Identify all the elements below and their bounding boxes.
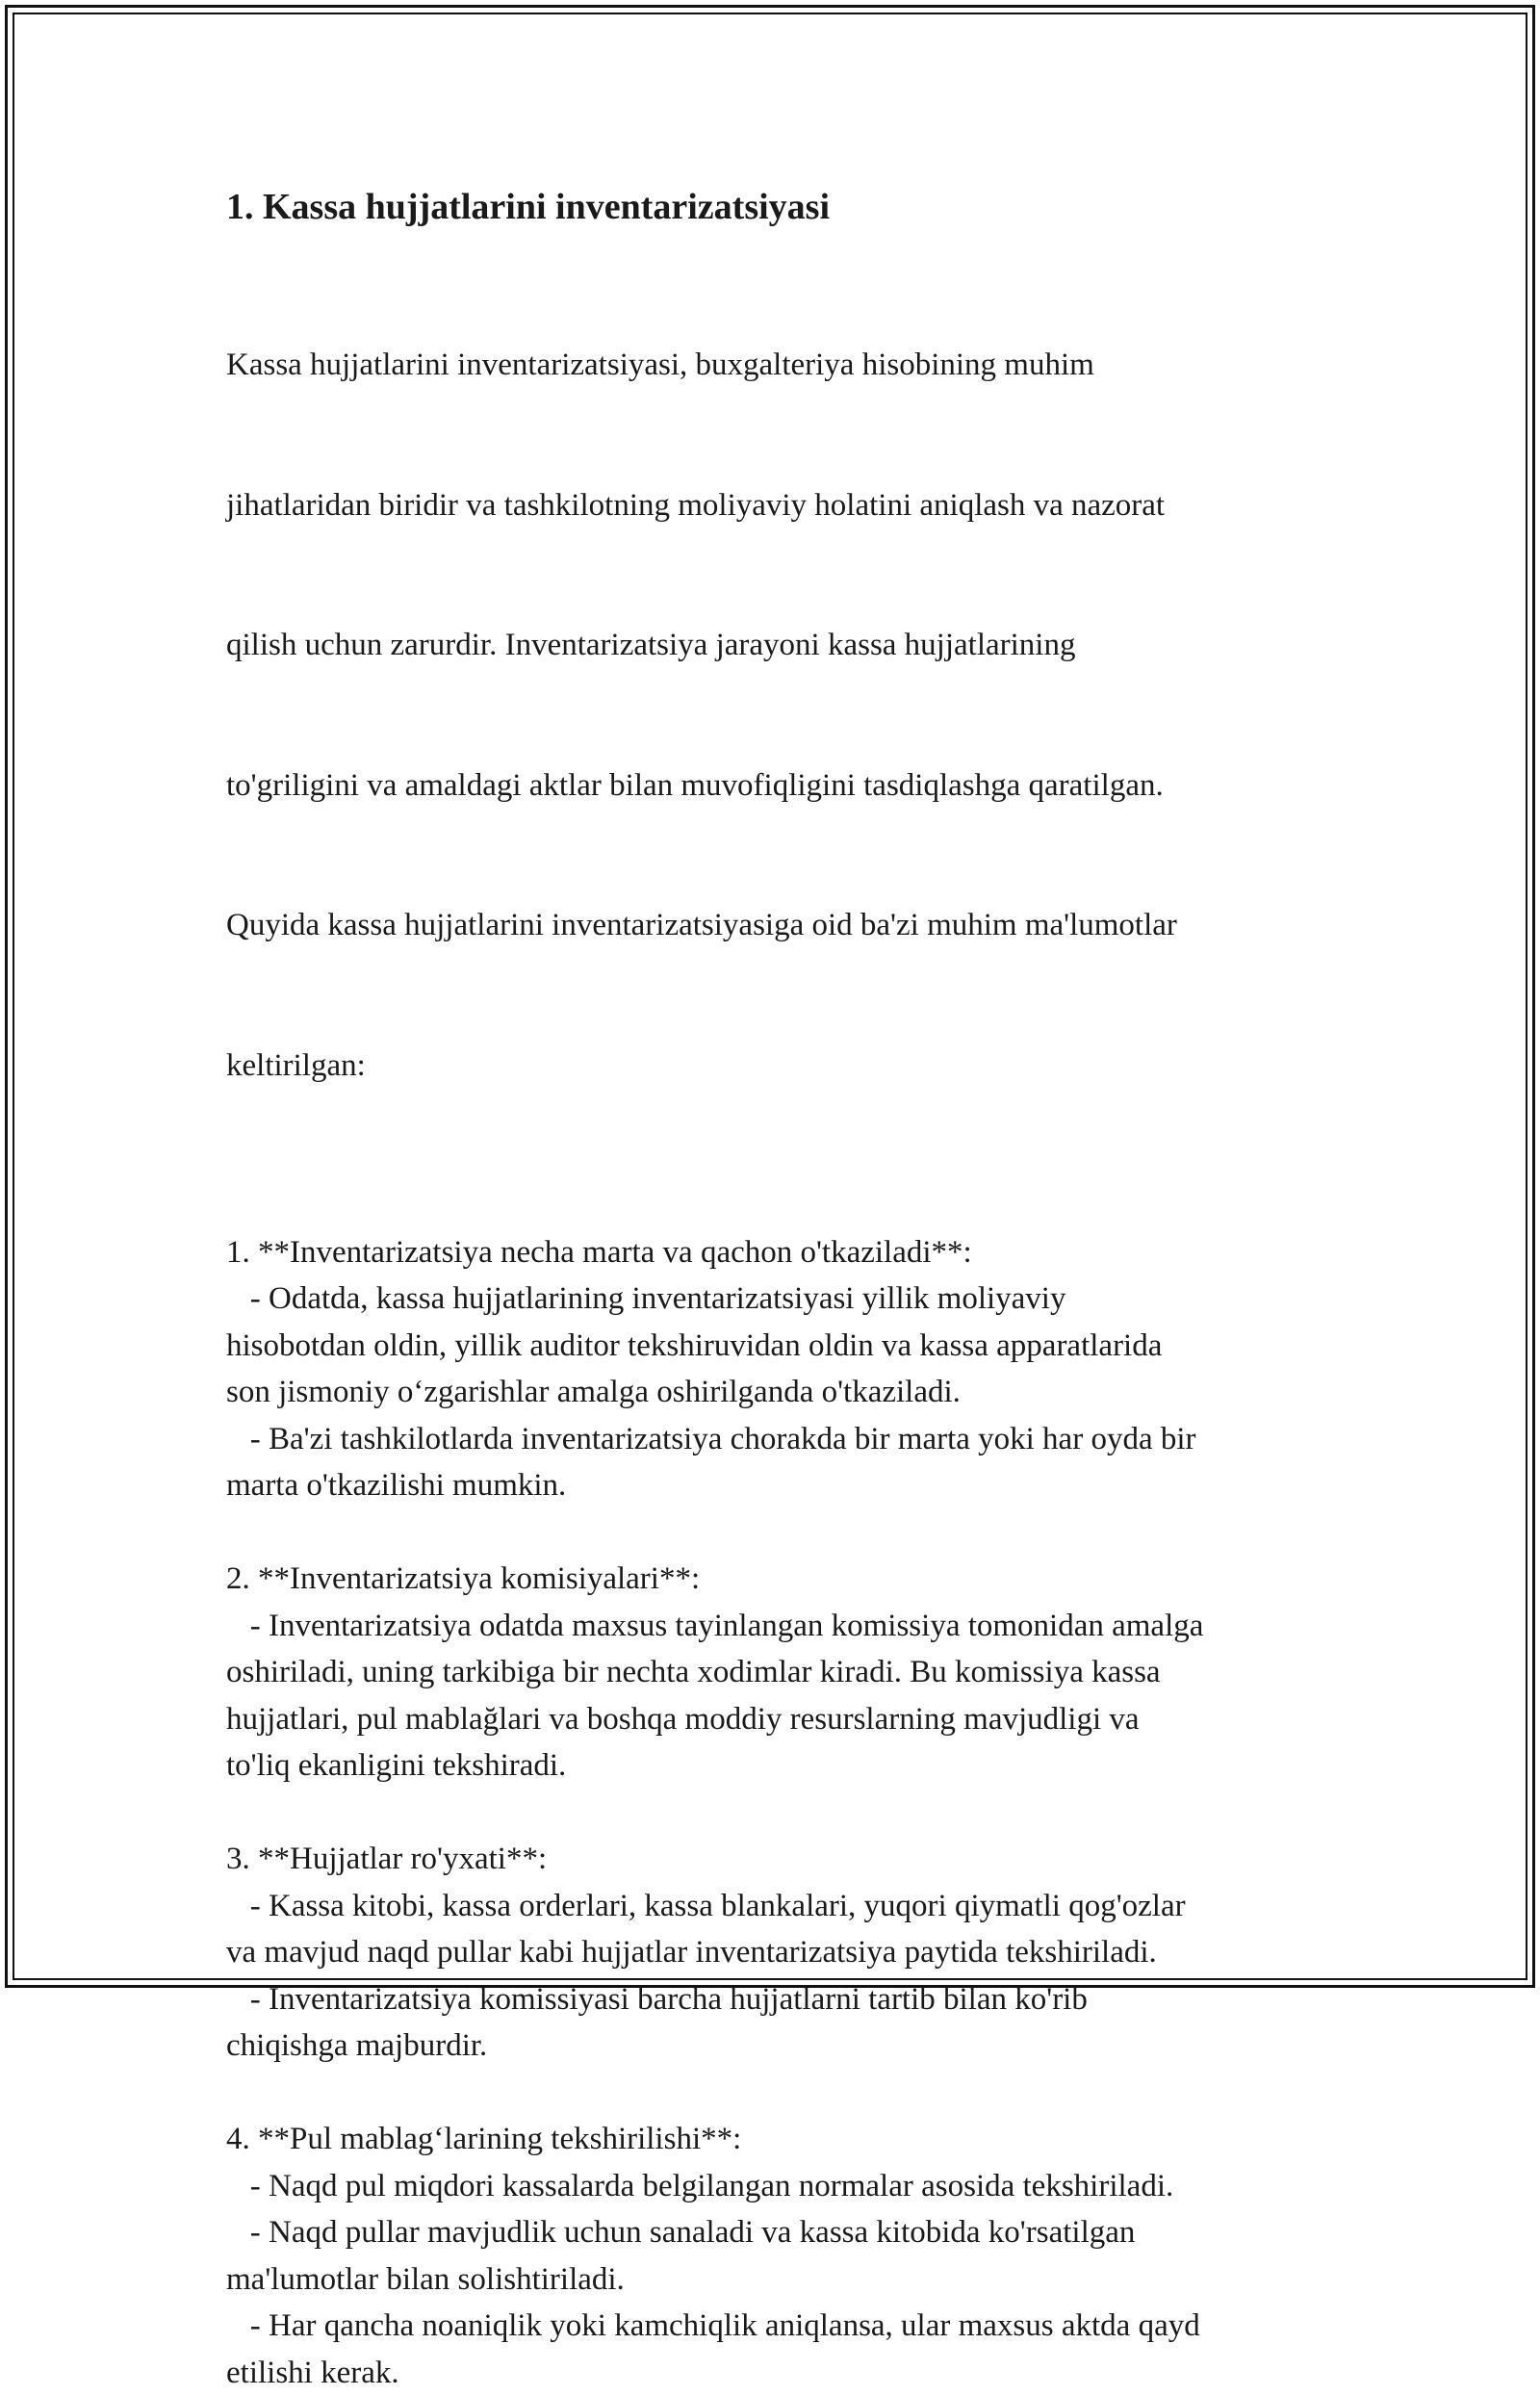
- section-line: - Naqd pul miqdori kassalarda belgilangan normalar asosida tekshiriladi.: [226, 2163, 1343, 2210]
- intro-line: qilish uchun zarurdir. Inventarizatsiya jarayoni kassa hujjatlarining: [226, 622, 1343, 669]
- intro-paragraph: [226, 248, 1343, 1182]
- blank-line: [226, 1182, 1343, 1229]
- section-line: hujjatlari, pul mablağlari va boshqa moddiy resurslarning mavjudligi va: [226, 1696, 1343, 1743]
- intro-line: to'griligini va amaldagi aktlar bilan muvofiqligini tasdiqlashga qaratilgan.: [226, 762, 1343, 810]
- intro-line: keltirilgan:: [226, 1043, 1343, 1090]
- section-line: va mavjud naqd pullar kabi hujjatlar inventarizatsiya paytida tekshiriladi.: [226, 1929, 1343, 1976]
- section-line: marta o'tkazilishi mumkin.: [226, 1462, 1343, 1509]
- section-line: son jismoniy o‘zgarishlar amalga oshirilganda o'tkaziladi.: [226, 1369, 1343, 1416]
- blank-line: [226, 1509, 1343, 1557]
- intro-line: Quyida kassa hujjatlarini inventarizatsiyasiga oid ba'zi muhim ma'lumotlar: [226, 902, 1343, 949]
- section-4: [226, 2116, 1343, 2396]
- section-line: - Inventarizatsiya komissiyasi barcha hujjatlarni tartib bilan ko'rib: [226, 1976, 1343, 2023]
- document-title: 1. Kassa hujjatlarini inventarizatsiyasi: [226, 179, 1343, 235]
- section-line: - Har qancha noaniqlik yoki kamchiqlik aniqlansa, ular maxsus aktda qayd: [226, 2303, 1343, 2350]
- section-1: [226, 1229, 1343, 1509]
- intro-line: jihatlaridan biridir va tashkilotning moliyaviy holatini aniqlash va nazorat: [226, 482, 1343, 529]
- section-line: - Ba'zi tashkilotlarda inventarizatsiya chorakda bir marta yoki har oyda bir: [226, 1416, 1343, 1463]
- section-line: etilishi kerak.: [226, 2350, 1343, 2396]
- blank-line: [226, 2070, 1343, 2117]
- section-line: oshiriladi, uning tarkibiga bir nechta xodimlar kiradi. Bu komissiya kassa: [226, 1649, 1343, 1696]
- section-heading: 1. **Inventarizatsiya necha marta va qachon o'tkaziladi**:: [226, 1229, 1343, 1276]
- section-heading: 2. **Inventarizatsiya komisiyalari**:: [226, 1556, 1343, 1603]
- section-2: [226, 1556, 1343, 1790]
- section-line: - Odatda, kassa hujjatlarining inventarizatsiyasi yillik moliyaviy: [226, 1275, 1343, 1323]
- document-body: [226, 179, 1343, 2396]
- section-line: chiqishga majburdir.: [226, 2022, 1343, 2070]
- section-heading: 3. **Hujjatlar ro'yxati**:: [226, 1836, 1343, 1883]
- section-line: to'liq ekanligini tekshiradi.: [226, 1742, 1343, 1790]
- intro-line: Kassa hujjatlarini inventarizatsiyasi, buxgalteriya hisobining muhim: [226, 342, 1343, 389]
- section-line: - Kassa kitobi, kassa orderlari, kassa blankalari, yuqori qiymatli qog'ozlar: [226, 1883, 1343, 1930]
- section-line: hisobotdan oldin, yillik auditor tekshiruvidan oldin va kassa apparatlarida: [226, 1323, 1343, 1370]
- section-line: ma'lumotlar bilan solishtiriladi.: [226, 2256, 1343, 2304]
- section-3: [226, 1836, 1343, 2070]
- section-line: - Inventarizatsiya odatda maxsus tayinlangan komissiya tomonidan amalga: [226, 1603, 1343, 1650]
- section-heading: 4. **Pul mablag‘larining tekshirilishi**:: [226, 2116, 1343, 2163]
- section-line: - Naqd pullar mavjudlik uchun sanaladi va kassa kitobida ko'rsatilgan: [226, 2209, 1343, 2256]
- blank-line: [226, 1790, 1343, 1837]
